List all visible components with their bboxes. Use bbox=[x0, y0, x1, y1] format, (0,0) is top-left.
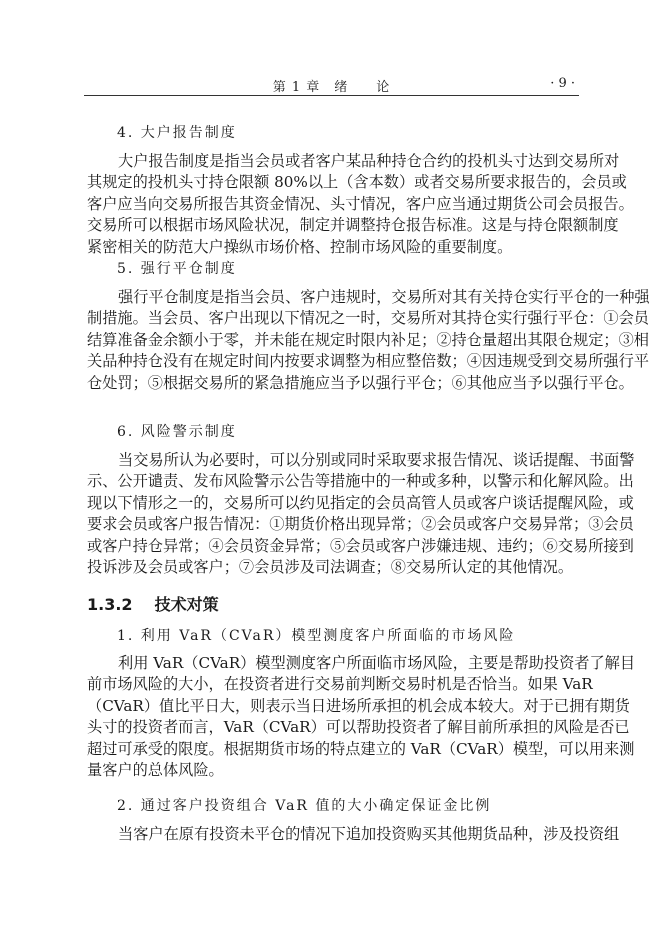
text-line: 紧密相关的防范大户操纵市场价格、控制市场风险的重要制度。 bbox=[87, 237, 513, 256]
page-number: · 9 · bbox=[550, 76, 575, 91]
text-line: 交易所可以根据市场风险状况，制定并调整持仓报告标准。这是与持仓限额制度 bbox=[87, 216, 619, 235]
text-line: 关品种持仓没有在规定时间内按要求调整为相应整倍数；④因违规受到交易所强行平 bbox=[87, 352, 649, 371]
text-line: 仓处罚；⑤根据交易所的紧急措施应当予以强行平仓；⑥其他应当予以强行平仓。 bbox=[87, 373, 634, 392]
header-rule bbox=[84, 95, 579, 96]
text-line: 利用 VaR（CVaR）模型测度客户所面临市场风险，主要是帮助投资者了解目 bbox=[118, 654, 636, 672]
subsection-number: 1.3.2 bbox=[87, 595, 133, 614]
chapter-title: 第 1 章 绪 论 bbox=[272, 80, 391, 95]
text-line: 客户应当向交易所报告其资金情况、头寸情况，客户应当通过期货公司会员报告。 bbox=[87, 194, 634, 213]
text-line: 量客户的总体风险。 bbox=[87, 760, 224, 779]
paragraph-risk-warning bbox=[87, 450, 635, 578]
paragraph-var-model bbox=[87, 653, 636, 781]
heading-var-model: 1. 利用 VaR（CVaR）模型测度客户所面临的市场风险 bbox=[117, 628, 516, 644]
text-line: （CVaR）值比平日大，则表示当日进场所承担的机会成本较大。对于已拥有期货 bbox=[87, 696, 630, 715]
subsection-title: 技术对策 bbox=[154, 595, 219, 614]
heading-large-position-reporting: 4. 大户报告制度 bbox=[117, 125, 237, 141]
text-line: 制措施。当会员、客户出现以下情况之一时，交易所对其持仓实行强行平仓：①会员 bbox=[87, 309, 649, 328]
text-line: 大户报告制度是指当会员或者客户某品种持仓合约的投机头寸达到交易所对 bbox=[118, 152, 620, 170]
text-line: 示、公开谴责、发布风险警示公告等措施中的一种或多种，以警示和化解风险。出 bbox=[87, 472, 634, 491]
paragraph-forced-liquidation bbox=[87, 287, 650, 394]
text-line: 前市场风险的大小，在投资者进行交易前判断交易时机是否恰当。如果 VaR bbox=[87, 675, 593, 694]
heading-forced-liquidation: 5. 强行平仓制度 bbox=[117, 261, 237, 277]
text-line: 要求会员或客户报告情况：①期货价格出现异常；②会员或客户交易异常；③会员 bbox=[87, 515, 634, 534]
paragraph-large-position-reporting bbox=[87, 151, 634, 258]
heading-margin-ratio: 2. 通过客户投资组合 VaR 值的大小确定保证金比例 bbox=[117, 798, 492, 814]
heading-risk-warning: 6. 风险警示制度 bbox=[117, 424, 237, 440]
text-line: 当交易所认为必要时，可以分别或同时采取要求报告情况、谈话提醒、书面警 bbox=[118, 451, 635, 469]
paragraph-margin-ratio bbox=[87, 824, 620, 845]
running-header bbox=[84, 74, 579, 94]
subsection-heading bbox=[87, 594, 577, 616]
text-line: 或客户持仓异常；④会员资金异常；⑤会员或客户涉嫌违规、违约；⑥交易所接到 bbox=[87, 536, 634, 555]
text-line: 投诉涉及会员或客户；⑦会员涉及司法调查；⑧交易所认定的其他情况。 bbox=[87, 557, 573, 576]
text-line: 现以下情形之一的，交易所可以约见指定的会员高管人员或客户谈话提醒风险，或 bbox=[87, 493, 634, 512]
text-line: 当客户在原有投资未平仓的情况下追加投资购买其他期货品种，涉及投资组 bbox=[118, 825, 620, 843]
text-line: 超过可承受的限度。根据期货市场的特点建立的 VaR（CVaR）模型，可以用来测 bbox=[87, 739, 635, 758]
text-line: 头寸的投资者而言，VaR（CVaR）可以帮助投资者了解目前所承担的风险是否已 bbox=[87, 718, 630, 737]
text-line: 结算准备金余额小于零，并未能在规定时限内补足；②持仓量超出其限仓规定；③相 bbox=[87, 330, 649, 349]
text-line: 强行平仓制度是指当会员、客户违规时，交易所对其有关持仓实行平仓的一种强 bbox=[118, 288, 650, 306]
text-line: 其规定的投机头寸持仓限额 80%以上（含本数）或者交易所要求报告的，会员或 bbox=[87, 173, 627, 192]
